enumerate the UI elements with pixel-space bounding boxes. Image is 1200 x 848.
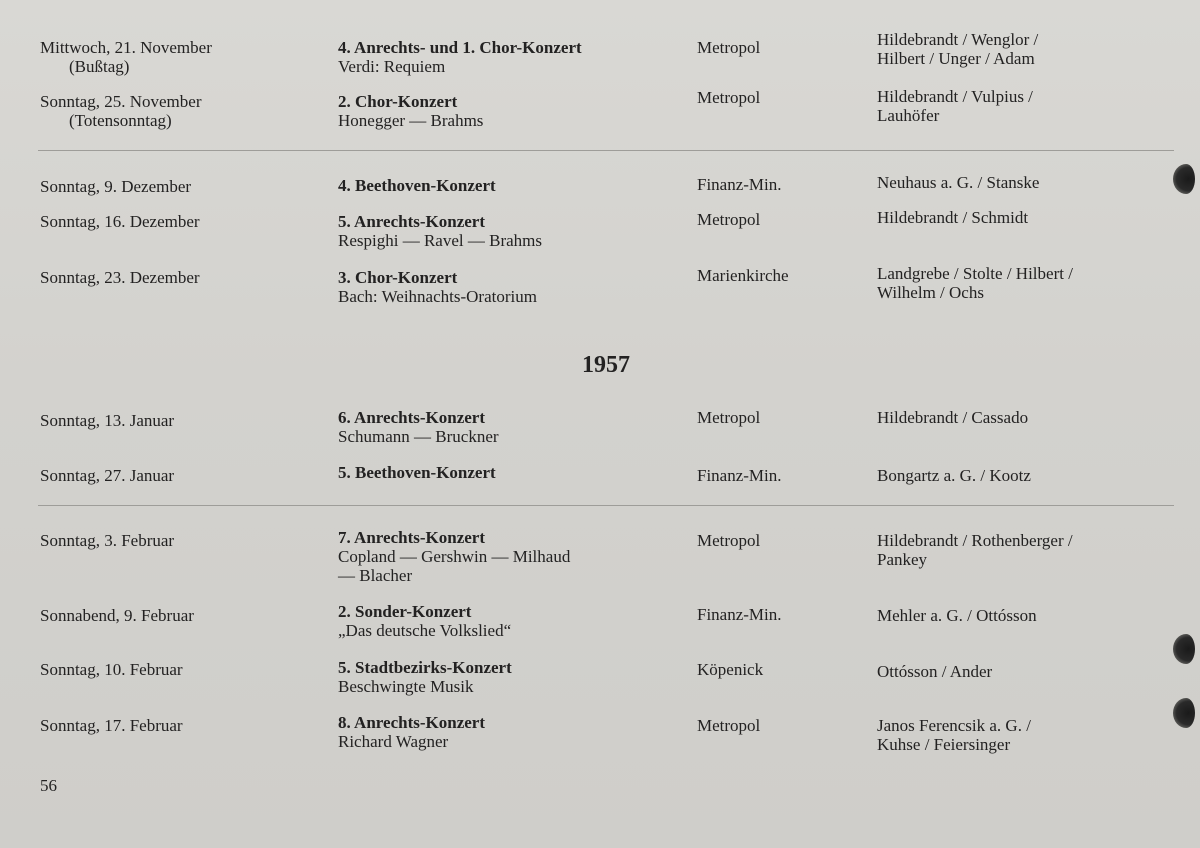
performers-line: Pankey — [877, 550, 928, 569]
concert-program — [338, 713, 485, 751]
program-line: Schumann — Bruckner — [338, 427, 499, 446]
concert-program — [338, 176, 496, 195]
performers-line: Mehler a. G. / Ottósson — [877, 606, 1037, 625]
concert-title: 5. Anrechts-Konzert — [338, 212, 485, 231]
performers-line: Lauhöfer — [877, 106, 940, 125]
date-note: (Bußtag) — [69, 57, 130, 76]
concert-performers — [877, 408, 1028, 427]
program-line: Richard Wagner — [338, 732, 449, 751]
performers-line: Hildebrandt / Vulpius / — [877, 87, 1033, 106]
date-line: Sonntag, 23. Dezember — [40, 268, 200, 287]
date-line: Sonnabend, 9. Februar — [40, 606, 194, 625]
concert-title: 2. Sonder-Konzert — [338, 602, 472, 621]
date-line: Sonntag, 13. Januar — [40, 411, 175, 430]
concert-date — [40, 660, 183, 679]
concert-date — [40, 531, 174, 550]
concert-title: 7. Anrechts-Konzert — [338, 528, 485, 547]
year-heading: 1957 — [582, 352, 630, 378]
concert-performers — [877, 531, 1073, 569]
performers-line: Wilhelm / Ochs — [877, 283, 984, 302]
concert-title: 2. Chor-Konzert — [338, 92, 458, 111]
concert-title: 5. Beethoven-Konzert — [338, 463, 496, 482]
concert-program — [338, 528, 570, 585]
section-divider — [38, 505, 1174, 506]
performers-line: Landgrebe / Stolte / Hilbert / — [877, 264, 1073, 283]
concert-date — [40, 92, 201, 130]
concert-title: 3. Chor-Konzert — [338, 268, 458, 287]
concert-venue: Finanz-Min. — [697, 175, 782, 194]
concert-venue: Metropol — [697, 531, 761, 550]
concert-performers — [877, 606, 1037, 625]
concert-title: 5. Stadtbezirks-Konzert — [338, 658, 512, 677]
performers-line: Hilbert / Unger / Adam — [877, 49, 1035, 68]
binder-hole — [1173, 698, 1195, 728]
performers-line: Hildebrandt / Cassado — [877, 408, 1029, 427]
concert-program — [338, 38, 582, 76]
page-number: 56 — [40, 776, 57, 795]
program-line: Respighi — Ravel — Brahms — [338, 231, 542, 250]
performers-line: Bongartz a. G. / Kootz — [877, 466, 1031, 485]
concert-venue: Köpenick — [697, 660, 764, 679]
concert-date — [40, 716, 183, 735]
binder-hole — [1173, 634, 1195, 664]
concert-date — [40, 411, 174, 430]
program-line: Honegger — Brahms — [338, 111, 484, 130]
program-line: „Das deutsche Volkslied“ — [338, 621, 512, 640]
program-line: Beschwingte Musik — [338, 677, 474, 696]
concert-venue: Metropol — [697, 210, 761, 229]
date-line: Mittwoch, 21. November — [40, 38, 212, 57]
concert-program — [338, 408, 499, 446]
concert-performers — [877, 173, 1039, 192]
performers-line: Hildebrandt / Rothenberger / — [877, 531, 1073, 550]
concert-performers — [877, 662, 992, 681]
binder-hole — [1173, 164, 1195, 194]
concert-performers — [877, 208, 1028, 227]
concert-date — [40, 268, 200, 287]
concert-performers — [877, 30, 1038, 68]
concert-program — [338, 212, 542, 250]
date-line: Sonntag, 3. Februar — [40, 531, 175, 550]
concert-program — [338, 268, 537, 306]
date-line: Sonntag, 17. Februar — [40, 716, 183, 735]
date-note: (Totensonntag) — [69, 111, 172, 130]
concert-venue: Marienkirche — [697, 266, 789, 285]
performers-line: Ottósson / Ander — [877, 662, 993, 681]
concert-date — [40, 38, 212, 76]
concert-title: 8. Anrechts-Konzert — [338, 713, 485, 732]
concert-venue: Metropol — [697, 88, 761, 107]
concert-date — [40, 177, 191, 196]
concert-venue: Metropol — [697, 38, 761, 57]
concert-performers — [877, 87, 1033, 125]
concert-program — [338, 602, 511, 640]
concert-performers — [877, 466, 1031, 485]
concert-program — [338, 658, 512, 696]
concert-program — [338, 463, 496, 482]
concert-date — [40, 212, 200, 231]
concert-venue: Finanz-Min. — [697, 466, 782, 485]
performers-line: Kuhse / Feiersinger — [877, 735, 1011, 754]
program-line: Copland — Gershwin — Milhaud — [338, 547, 571, 566]
date-line: Sonntag, 16. Dezember — [40, 212, 200, 231]
section-divider — [38, 150, 1174, 151]
concert-program — [338, 92, 483, 130]
program-line: Verdi: Requiem — [338, 57, 446, 76]
concert-venue: Metropol — [697, 408, 761, 427]
concert-title: 6. Anrechts-Konzert — [338, 408, 485, 427]
concert-title: 4. Beethoven-Konzert — [338, 176, 496, 195]
concert-performers — [877, 264, 1073, 302]
date-line: Sonntag, 10. Februar — [40, 660, 183, 679]
concert-title: 4. Anrechts- und 1. Chor-Konzert — [338, 38, 582, 57]
concert-date — [40, 466, 174, 485]
performers-line: Neuhaus a. G. / Stanske — [877, 173, 1040, 192]
performers-line: Hildebrandt / Schmidt — [877, 208, 1029, 227]
performers-line: Hildebrandt / Wenglor / — [877, 30, 1039, 49]
program-line: Bach: Weihnachts-Oratorium — [338, 287, 537, 306]
date-line: Sonntag, 25. November — [40, 92, 202, 111]
concert-performers — [877, 716, 1031, 754]
date-line: Sonntag, 27. Januar — [40, 466, 175, 485]
concert-date — [40, 606, 194, 625]
concert-venue: Metropol — [697, 716, 761, 735]
concert-venue: Finanz-Min. — [697, 605, 782, 624]
performers-line: Janos Ferencsik a. G. / — [877, 716, 1031, 735]
date-line: Sonntag, 9. Dezember — [40, 177, 192, 196]
program-line: — Blacher — [338, 566, 413, 585]
